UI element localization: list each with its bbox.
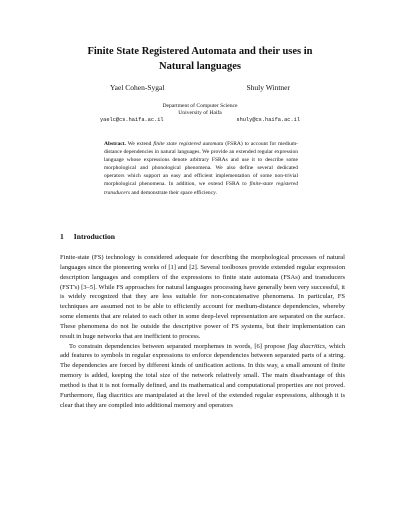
paragraph-text: , which add features to symbols in regular expressions to enforce dependencies between separated parts of a string. The dependencies are forced by different kinds of unification actions. In this way, a small amount of finite memory is added, keeping the total size of the network relatively small. The main disadvantage of this method is that it is not formally defined, and its mathematical and computational properties are not proved. Furthermore, flag diacritics are manipulated at the level of the extended regular expressions, although it is clear that they are compiled into additional memory and operators: [60, 342, 346, 409]
title-line-2: Natural languages: [159, 61, 241, 72]
paper-title: [40, 44, 360, 74]
abstract-text: and demonstrate their space efficiency.: [129, 189, 217, 196]
author-name: Yael Cohen-Sygal: [110, 83, 165, 92]
author-list: [110, 83, 290, 92]
author-email: yaelc@cs.haifa.ac.il: [100, 117, 164, 123]
title-line-1: Finite State Registered Automata and their uses in: [87, 46, 313, 57]
section-heading: [60, 232, 115, 241]
paragraph-emphasis: flag diacritics: [287, 342, 325, 350]
abstract-emphasis: finite state registered automata: [153, 141, 224, 147]
paragraph: Finite-state (FS) technology is considered adequate for describing the morphological processes of natural languages since the pioneering works of [1] and [2]. Several toolboxes provide extended regular expression description languages and compilers of the expressions to finite state automata (FSAs) and transducers (FST's) [3–5]. While FS approaches for natural languages processing have generally been very successful, it is widely recognized that they are less suitable for non-concatenative phenomena. In particular, FS techniques are assumed not to be able to efficiently account for medium-distance dependencies, whereby some elements that are related to each other in some deep-level representation are separated on the surface. These phenomena do not lie outside the descriptive power of FS systems, but their implementation can result in huge networks that are inefficient to process.: [60, 254, 345, 340]
author-email: shuly@cs.haifa.ac.il: [236, 117, 300, 123]
abstract-emphasis: finite-state registered transducers: [104, 181, 298, 196]
section-number: 1: [60, 232, 64, 241]
author-name: Shuly Wintner: [246, 83, 290, 92]
university: University of Haifa: [178, 110, 222, 116]
affiliation: [60, 103, 340, 117]
abstract-text: We extend: [125, 141, 154, 147]
body-text: [60, 253, 345, 411]
abstract-text: (FSRA) to account for medium-distance dependencies in natural languages. We provide an extended regular expression language whose expressions denote arbitrary FSRAs and use it to describe some morphological and phonological phenomena. We also define several dedicated operators which support an easy and efficient implementation of some non-trivial morphological phenomena. In addition, we extend FSRA to: [104, 141, 298, 188]
author-emails: [100, 117, 300, 123]
paragraph: [60, 342, 345, 411]
abstract-label: Abstract.: [104, 141, 126, 147]
section-title: Introduction: [73, 232, 116, 241]
abstract: [104, 140, 298, 197]
paragraph-text: To constrain dependencies between separated morphemes in words, [6] propose: [69, 342, 288, 350]
department: Department of Computer Science: [162, 103, 238, 109]
